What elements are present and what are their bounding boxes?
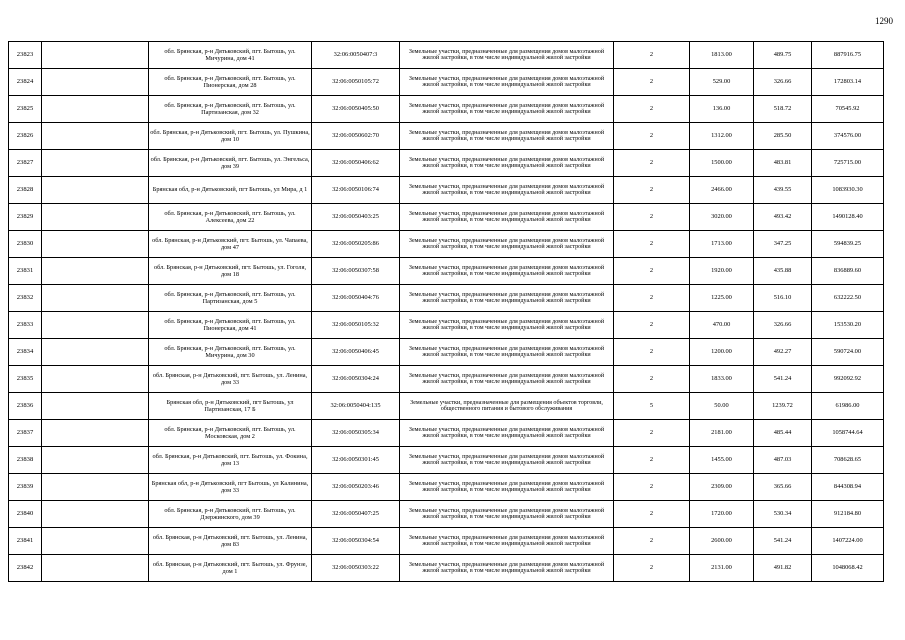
blank-cell: [42, 312, 149, 339]
blank-cell: [42, 177, 149, 204]
cadastral-number-cell: 32:06:0050203:46: [312, 474, 400, 501]
address-cell: обл. Брянская, р-н Дятьковский, пгт. Бытошь, ул. Пушкина, дом 10: [149, 123, 312, 150]
blank-cell: [42, 150, 149, 177]
use-group-cell: 2: [614, 123, 690, 150]
specific-value-cell: 285.50: [754, 123, 812, 150]
land-use-cell: Земельные участки, предназначенные для размещения домов малоэтажной жилой застройки, в том числе индивидуальной жилой застройки: [400, 528, 614, 555]
land-use-cell: Земельные участки, предназначенные для размещения домов малоэтажной жилой застройки, в том числе индивидуальной жилой застройки: [400, 420, 614, 447]
cadastral-value-cell: 153530.20: [812, 312, 884, 339]
row-number-cell: 23827: [9, 150, 42, 177]
cadastral-value-cell: 374576.00: [812, 123, 884, 150]
area-cell: 1920.00: [690, 258, 754, 285]
cadastral-number-cell: 32:06:0050602:70: [312, 123, 400, 150]
address-cell: обл. Брянская, р-н Дятьковский, пгт. Бытошь, ул. Пионерская, дом 28: [149, 69, 312, 96]
use-group-cell: 2: [614, 150, 690, 177]
area-cell: 2181.00: [690, 420, 754, 447]
area-cell: 470.00: [690, 312, 754, 339]
table-row: [9, 96, 884, 123]
blank-cell: [42, 258, 149, 285]
blank-cell: [42, 528, 149, 555]
use-group-cell: 2: [614, 231, 690, 258]
specific-value-cell: 439.55: [754, 177, 812, 204]
address-cell: обл. Брянская, р-н Дятьковский, пгт. Бытошь, ул. Мичурина, дом 30: [149, 339, 312, 366]
address-cell: обл. Брянская, р-н Дятьковский, пгт. Бытошь, ул. Ленина, дом 83: [149, 528, 312, 555]
land-use-cell: Земельные участки, предназначенные для размещения домов малоэтажной жилой застройки, в том числе индивидуальной жилой застройки: [400, 555, 614, 582]
land-use-cell: Земельные участки, предназначенные для размещения домов малоэтажной жилой застройки, в том числе индивидуальной жилой застройки: [400, 285, 614, 312]
area-cell: 2309.00: [690, 474, 754, 501]
cadastral-value-cell: 1048068.42: [812, 555, 884, 582]
area-cell: 1312.00: [690, 123, 754, 150]
use-group-cell: 2: [614, 366, 690, 393]
blank-cell: [42, 123, 149, 150]
address-cell: Брянская обл, р-н Дятьковский, пгт Бытошь, ул Партизанская, 17 Б: [149, 393, 312, 420]
address-cell: обл. Брянская, р-н Дятьковский, пгт. Бытошь, ул. Партизанская, дом 5: [149, 285, 312, 312]
row-number-cell: 23839: [9, 474, 42, 501]
address-cell: обл. Брянская, р-н Дятьковский, пгт. Бытошь, ул. Чапаева, дом 47: [149, 231, 312, 258]
use-group-cell: 2: [614, 528, 690, 555]
address-cell: Брянская обл, р-н Дятьковский, пгт Бытошь, ул Калинина, дом 33: [149, 474, 312, 501]
table-row: [9, 555, 884, 582]
row-number-cell: 23837: [9, 420, 42, 447]
land-use-cell: Земельные участки, предназначенные для размещения домов малоэтажной жилой застройки, в том числе индивидуальной жилой застройки: [400, 447, 614, 474]
specific-value-cell: 541.24: [754, 528, 812, 555]
specific-value-cell: 347.25: [754, 231, 812, 258]
land-use-cell: Земельные участки, предназначенные для размещения домов малоэтажной жилой застройки, в том числе индивидуальной жилой застройки: [400, 204, 614, 231]
land-use-cell: Земельные участки, предназначенные для размещения объектов торговли, общественного питания и бытового обслуживания: [400, 393, 614, 420]
specific-value-cell: 485.44: [754, 420, 812, 447]
table-row: [9, 123, 884, 150]
land-use-cell: Земельные участки, предназначенные для размещения домов малоэтажной жилой застройки, в том числе индивидуальной жилой застройки: [400, 366, 614, 393]
cadastral-number-cell: 32:06:0050303:22: [312, 555, 400, 582]
blank-cell: [42, 366, 149, 393]
address-cell: обл. Брянская, р-н Дятьковский, пгт. Бытошь, ул. Дзержинского, дом 39: [149, 501, 312, 528]
row-number-cell: 23834: [9, 339, 42, 366]
blank-cell: [42, 393, 149, 420]
cadastral-number-cell: 32:06:0050404:135: [312, 393, 400, 420]
use-group-cell: 2: [614, 258, 690, 285]
cadastral-number-cell: 32:06:0050307:58: [312, 258, 400, 285]
land-use-cell: Земельные участки, предназначенные для размещения домов малоэтажной жилой застройки, в том числе индивидуальной жилой застройки: [400, 96, 614, 123]
row-number-cell: 23842: [9, 555, 42, 582]
blank-cell: [42, 285, 149, 312]
blank-cell: [42, 447, 149, 474]
blank-cell: [42, 42, 149, 69]
table-row: [9, 285, 884, 312]
cadastral-value-cell: 912184.80: [812, 501, 884, 528]
row-number-cell: 23835: [9, 366, 42, 393]
table-row: [9, 339, 884, 366]
address-cell: обл. Брянская, р-н Дятьковский, пгт. Бытошь, ул. Фокина, дом 13: [149, 447, 312, 474]
specific-value-cell: 541.24: [754, 366, 812, 393]
use-group-cell: 5: [614, 393, 690, 420]
blank-cell: [42, 474, 149, 501]
blank-cell: [42, 339, 149, 366]
address-cell: обл. Брянская, р-н Дятьковский, пгт. Бытошь, ул. Мичурина, дом 41: [149, 42, 312, 69]
row-number-cell: 23825: [9, 96, 42, 123]
address-cell: обл. Брянская, р-н Дятьковский, пгт. Бытошь, ул. Московская, дом 2: [149, 420, 312, 447]
cadastral-number-cell: 32:06:0050105:32: [312, 312, 400, 339]
specific-value-cell: 516.10: [754, 285, 812, 312]
table-row: [9, 501, 884, 528]
blank-cell: [42, 501, 149, 528]
address-cell: обл. Брянская, р-н Дятьковский, пгт. Бытошь, ул. Алексеева, дом 22: [149, 204, 312, 231]
table-body: [9, 42, 884, 582]
use-group-cell: 2: [614, 339, 690, 366]
cadastral-number-cell: 32:06:0050105:72: [312, 69, 400, 96]
row-number-cell: 23832: [9, 285, 42, 312]
specific-value-cell: 489.75: [754, 42, 812, 69]
use-group-cell: 2: [614, 474, 690, 501]
use-group-cell: 2: [614, 42, 690, 69]
area-cell: 50.00: [690, 393, 754, 420]
cadastral-value-cell: 836889.60: [812, 258, 884, 285]
area-cell: 1813.00: [690, 42, 754, 69]
cadastral-number-cell: 32:06:0050304:24: [312, 366, 400, 393]
cadastral-value-cell: 1058744.64: [812, 420, 884, 447]
cadastral-number-cell: 32:06:0050405:50: [312, 96, 400, 123]
table-row: [9, 177, 884, 204]
address-cell: обл. Брянская, р-н Дятьковский, пгт. Бытошь, ул. Ленина, дом 33: [149, 366, 312, 393]
table-row: [9, 150, 884, 177]
cadastral-number-cell: 32:06:0050406:62: [312, 150, 400, 177]
table-row: [9, 231, 884, 258]
specific-value-cell: 1239.72: [754, 393, 812, 420]
land-use-cell: Земельные участки, предназначенные для размещения домов малоэтажной жилой застройки, в том числе индивидуальной жилой застройки: [400, 69, 614, 96]
cadastral-number-cell: 32:06:0050406:45: [312, 339, 400, 366]
specific-value-cell: 530.34: [754, 501, 812, 528]
land-use-cell: Земельные участки, предназначенные для размещения домов малоэтажной жилой застройки, в том числе индивидуальной жилой застройки: [400, 42, 614, 69]
cadastral-value-cell: 725715.00: [812, 150, 884, 177]
table-row: [9, 258, 884, 285]
use-group-cell: 2: [614, 420, 690, 447]
address-cell: Брянская обл, р-н Дятьковский, пгт Бытошь, ул Мира, д 1: [149, 177, 312, 204]
land-use-cell: Земельные участки, предназначенные для размещения домов малоэтажной жилой застройки, в том числе индивидуальной жилой застройки: [400, 339, 614, 366]
cadastral-value-cell: 632222.50: [812, 285, 884, 312]
address-cell: обл. Брянская, р-н Дятьковский, пгт. Бытошь, ул. Гоголя, дом 18: [149, 258, 312, 285]
cadastral-value-cell: 594839.25: [812, 231, 884, 258]
area-cell: 2131.00: [690, 555, 754, 582]
use-group-cell: 2: [614, 501, 690, 528]
row-number-cell: 23830: [9, 231, 42, 258]
cadastral-value-cell: 708628.65: [812, 447, 884, 474]
cadastral-number-cell: 32:06:0050301:45: [312, 447, 400, 474]
row-number-cell: 23828: [9, 177, 42, 204]
row-number-cell: 23841: [9, 528, 42, 555]
use-group-cell: 2: [614, 204, 690, 231]
use-group-cell: 2: [614, 312, 690, 339]
cadastral-number-cell: 32:06:0050404:76: [312, 285, 400, 312]
land-use-cell: Земельные участки, предназначенные для размещения домов малоэтажной жилой застройки, в том числе индивидуальной жилой застройки: [400, 177, 614, 204]
specific-value-cell: 326.66: [754, 312, 812, 339]
table-row: [9, 312, 884, 339]
land-use-cell: Земельные участки, предназначенные для размещения домов малоэтажной жилой застройки, в том числе индивидуальной жилой застройки: [400, 474, 614, 501]
cadastral-value-table: [8, 41, 884, 582]
row-number-cell: 23838: [9, 447, 42, 474]
address-cell: обл. Брянская, р-н Дятьковский, пгт. Бытошь, ул. Фрунзе, дом 1: [149, 555, 312, 582]
cadastral-number-cell: 32:06:0050304:54: [312, 528, 400, 555]
table-row: [9, 474, 884, 501]
cadastral-value-cell: 70545.92: [812, 96, 884, 123]
use-group-cell: 2: [614, 96, 690, 123]
cadastral-value-cell: 172803.14: [812, 69, 884, 96]
blank-cell: [42, 420, 149, 447]
address-cell: обл. Брянская, р-н Дятьковский, пгт. Бытошь, ул. Энгельса, дом 39: [149, 150, 312, 177]
area-cell: 529.00: [690, 69, 754, 96]
row-number-cell: 23831: [9, 258, 42, 285]
blank-cell: [42, 204, 149, 231]
specific-value-cell: 492.27: [754, 339, 812, 366]
row-number-cell: 23826: [9, 123, 42, 150]
cadastral-value-cell: 887916.75: [812, 42, 884, 69]
table-row: [9, 420, 884, 447]
cadastral-value-cell: 992092.92: [812, 366, 884, 393]
land-use-cell: Земельные участки, предназначенные для размещения домов малоэтажной жилой застройки, в том числе индивидуальной жилой застройки: [400, 501, 614, 528]
use-group-cell: 2: [614, 177, 690, 204]
specific-value-cell: 435.88: [754, 258, 812, 285]
table-row: [9, 528, 884, 555]
area-cell: 1200.00: [690, 339, 754, 366]
row-number-cell: 23840: [9, 501, 42, 528]
area-cell: 1455.00: [690, 447, 754, 474]
cadastral-number-cell: 32:06:0050407:3: [312, 42, 400, 69]
area-cell: 1713.00: [690, 231, 754, 258]
specific-value-cell: 491.82: [754, 555, 812, 582]
table-row: [9, 393, 884, 420]
cadastral-value-cell: 1407224.00: [812, 528, 884, 555]
area-cell: 1833.00: [690, 366, 754, 393]
address-cell: обл. Брянская, р-н Дятьковский, пгт. Бытошь, ул. Пионерская, дом 41: [149, 312, 312, 339]
table-row: [9, 204, 884, 231]
land-use-cell: Земельные участки, предназначенные для размещения домов малоэтажной жилой застройки, в том числе индивидуальной жилой застройки: [400, 123, 614, 150]
use-group-cell: 2: [614, 285, 690, 312]
row-number-cell: 23833: [9, 312, 42, 339]
cadastral-value-cell: 61986.00: [812, 393, 884, 420]
specific-value-cell: 493.42: [754, 204, 812, 231]
area-cell: 2466.00: [690, 177, 754, 204]
cadastral-number-cell: 32:06:0050305:34: [312, 420, 400, 447]
row-number-cell: 23824: [9, 69, 42, 96]
specific-value-cell: 483.81: [754, 150, 812, 177]
use-group-cell: 2: [614, 69, 690, 96]
area-cell: 1225.00: [690, 285, 754, 312]
land-use-cell: Земельные участки, предназначенные для размещения домов малоэтажной жилой застройки, в том числе индивидуальной жилой застройки: [400, 231, 614, 258]
blank-cell: [42, 231, 149, 258]
table-row: [9, 366, 884, 393]
table-row: [9, 42, 884, 69]
specific-value-cell: 365.66: [754, 474, 812, 501]
row-number-cell: 23836: [9, 393, 42, 420]
land-use-cell: Земельные участки, предназначенные для размещения домов малоэтажной жилой застройки, в том числе индивидуальной жилой застройки: [400, 258, 614, 285]
table-row: [9, 69, 884, 96]
specific-value-cell: 487.03: [754, 447, 812, 474]
area-cell: 2600.00: [690, 528, 754, 555]
cadastral-value-cell: 590724.00: [812, 339, 884, 366]
blank-cell: [42, 96, 149, 123]
use-group-cell: 2: [614, 555, 690, 582]
area-cell: 1720.00: [690, 501, 754, 528]
specific-value-cell: 326.66: [754, 69, 812, 96]
blank-cell: [42, 555, 149, 582]
area-cell: 136.00: [690, 96, 754, 123]
land-use-cell: Земельные участки, предназначенные для размещения домов малоэтажной жилой застройки, в том числе индивидуальной жилой застройки: [400, 312, 614, 339]
cadastral-number-cell: 32:06:0050106:74: [312, 177, 400, 204]
cadastral-number-cell: 32:06:0050403:25: [312, 204, 400, 231]
blank-cell: [42, 69, 149, 96]
cadastral-number-cell: 32:06:0050407:25: [312, 501, 400, 528]
row-number-cell: 23823: [9, 42, 42, 69]
area-cell: 1500.00: [690, 150, 754, 177]
cadastral-value-cell: 1083930.30: [812, 177, 884, 204]
use-group-cell: 2: [614, 447, 690, 474]
area-cell: 3020.00: [690, 204, 754, 231]
specific-value-cell: 518.72: [754, 96, 812, 123]
land-use-cell: Земельные участки, предназначенные для размещения домов малоэтажной жилой застройки, в том числе индивидуальной жилой застройки: [400, 150, 614, 177]
row-number-cell: 23829: [9, 204, 42, 231]
cadastral-number-cell: 32:06:0050205:86: [312, 231, 400, 258]
table-row: [9, 447, 884, 474]
address-cell: обл. Брянская, р-н Дятьковский, пгт. Бытошь, ул. Партизанская, дом 32: [149, 96, 312, 123]
cadastral-value-cell: 844308.94: [812, 474, 884, 501]
page-number: 1290: [875, 16, 893, 26]
cadastral-value-cell: 1490128.40: [812, 204, 884, 231]
